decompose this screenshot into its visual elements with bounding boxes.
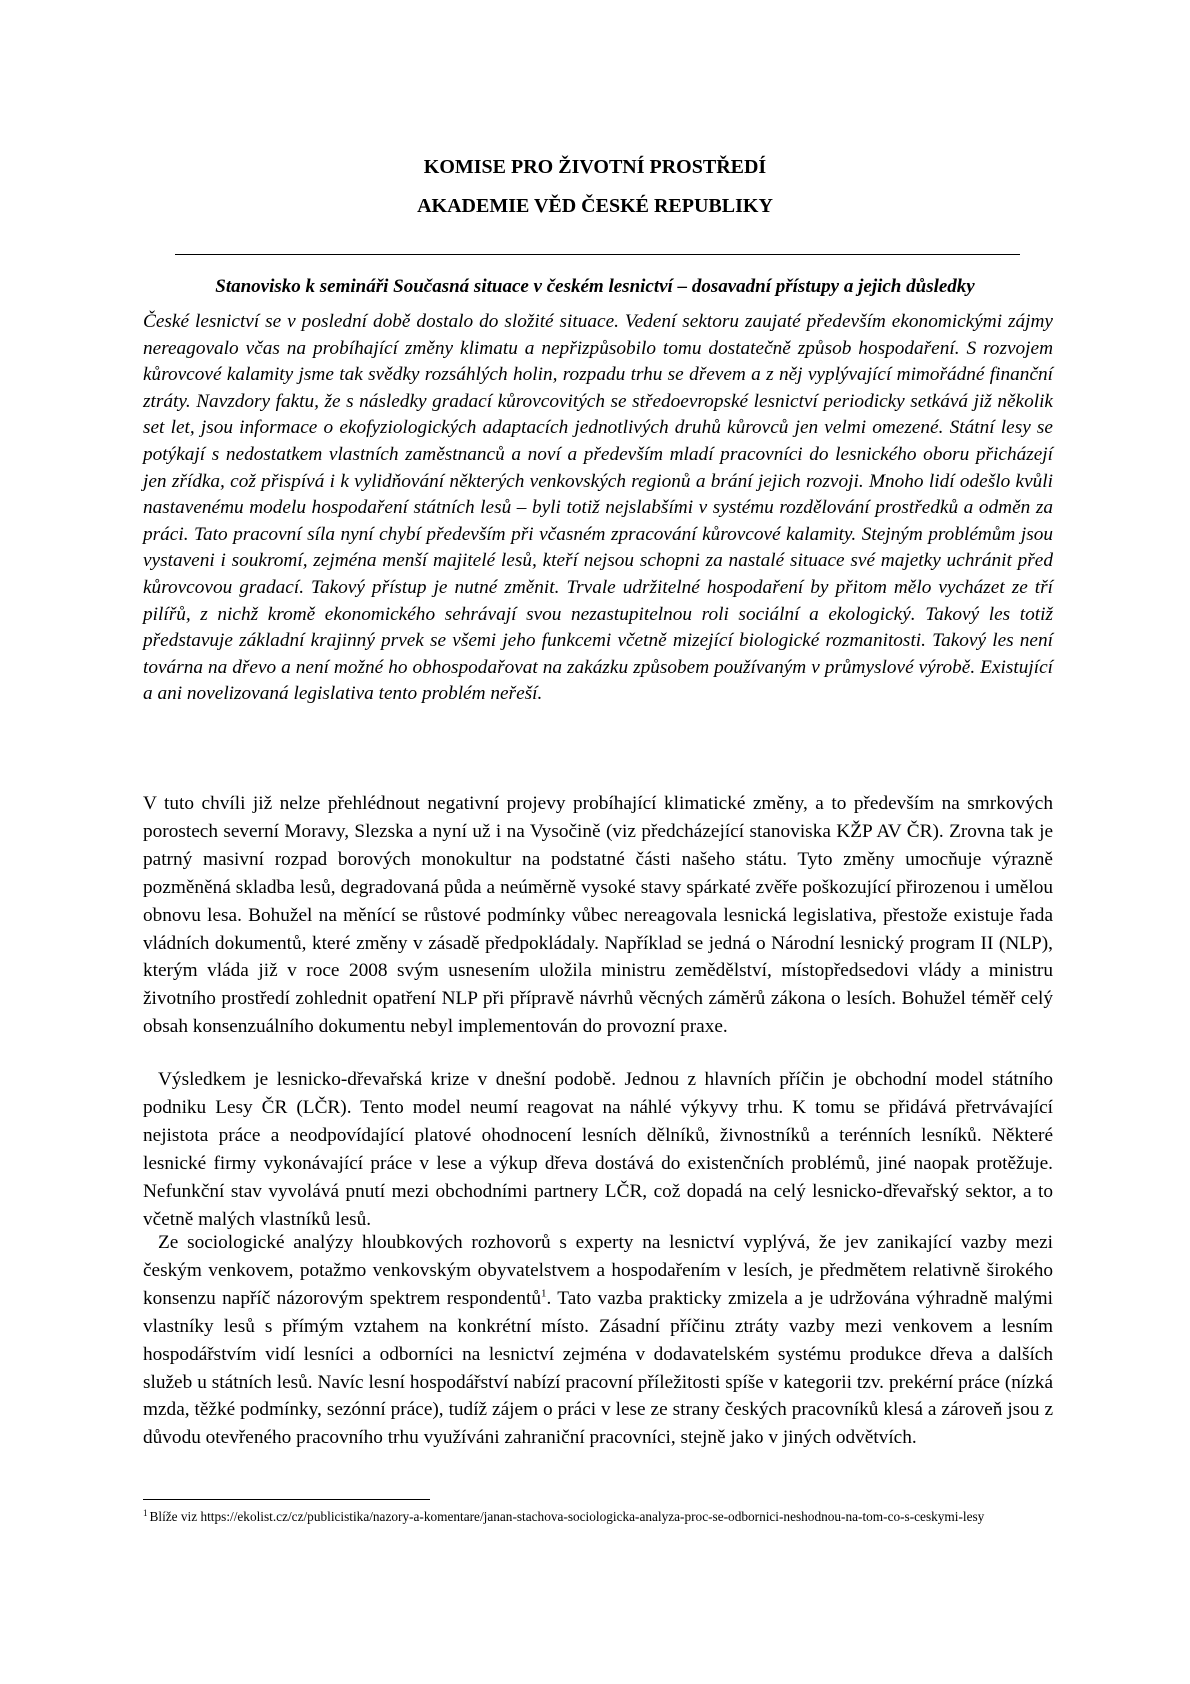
paragraph-text: Ze sociologické analýzy hloubkových rozhovorů s experty na lesnictví vyplývá, že jev zanikající vazby mezi českým venkovem, potažmo venkovským obyvatelstvem a hospodařením v lesích, je předmětem relativně širokého konsenzu napříč názorovým spektrem respondentů (143, 1232, 1053, 1309)
footnote-text[interactable]: Blíže viz https://ekolist.cz/cz/publicistika/nazory-a-komentare/janan-stachova-sociologicka-analyza-proc-se-odbornici-neshodnou-na-tom-co-s-ceskymi-lesy (149, 1509, 985, 1524)
body-paragraph-1: V tuto chvíli již nelze přehlédnout negativní projevy probíhající klimatické změny, a to především na smrkových porostech severní Moravy, Slezska a nyní už i na Vysočině (viz předcházející stanoviska KŽP AV ČR). Zrovna tak je patrný masivní rozpad borových monokultur na podstatné části našeho státu. Tyto změny umocňuje výrazně pozměněná skladba lesů, degradovaná půda a neúměrně vysoké stavy spárkaté zvěře poškozující přirozenou i umělou obnovu lesa. Bohužel na měnící se růstové podmínky vůbec nereagovala lesnická legislativa, přestože existuje řada vládních dokumentů, které změny v zásadě předpokládaly. Například se jedná o Národní lesnický program II (NLP), kterým vláda již v roce 2008 svým usnesením uložila ministru zemědělství, místopředsedovi vlády a ministru životního prostředí zohlednit opatření NLP při přípravě návrhů věcných záměrů zákona o lesích. Bohužel téměř celý obsah konsenzuálního dokumentu nebyl implementován do provozní praxe. (143, 793, 1053, 1038)
body-paragraph-2: Výsledkem je lesnicko-dřevařská krize v dnešní podobě. Jednou z hlavních příčin je obchodní model státního podniku Lesy ČR (LČR). Tento model neumí reagovat na náhlé výkyvy trhu. K tomu se přidává přetrvávající nejistota práce a neodpovídající platové ohodnocení lesních dělníků, živnostníků a terénních lesníků. Některé lesnické firmy vykonávající práce v lese a výkup dřeva dostává do existenčních problémů, jiné naopak protěžuje. Nefunkční stav vyvolává pnutí mezi obchodními partnery LČR, což dopadá na celý lesnicko-dřevařský sektor, a to včetně malých vlastníků lesů. (143, 1069, 1053, 1230)
body-paragraph-3 (143, 1229, 1053, 1452)
footnote (143, 1508, 1053, 1527)
academy-title: AKADEMIE VĚD ČESKÉ REPUBLIKY (417, 195, 773, 217)
footnote-reference[interactable]: 1 (540, 1287, 547, 1300)
header-divider (175, 254, 1020, 255)
footnote-divider (143, 1499, 430, 1500)
organization-title: KOMISE PRO ŽIVOTNÍ PROSTŘEDÍ (423, 156, 767, 178)
footnote-mark: 1 (143, 1507, 148, 1518)
paragraph-text: . Tato vazba prakticky zmizela a je udržována výhradně malými vlastníky lesů s přímým vztahem na konkrétní místo. Zásadní příčinu ztráty vazby mezi venkovem a lesním hospodářstvím vidí lesníci a odborníci na lesnictví zejména v dodavatelském systému produkce dřeva a dalších služeb u státních lesů. Navíc lesní hospodářství nabízí pracovní příležitosti spíše v kategorii tzv. prekérní práce (nízká mzda, těžké podmínky, sezónní práce), tudíž zájem o práci v lese ze strany českých pracovníků klesá a zároveň jsou z důvodu otevřeného pracovního trhu využíváni zahraniční pracovníci, stejně jako v jiných odvětvích. (143, 1287, 1053, 1449)
intro-paragraph: České lesnictví se v poslední době dostalo do složité situace. Vedení sektoru zaujaté především ekonomickými zájmy nereagovalo včas na probíhající změny klimatu a nepřizpůsobilo tomu dostatečně způsob hospodaření. S rozvojem kůrovcové kalamity jsme tak svědky rozsáhlých holin, rozpadu trhu se dřevem a z něj vyplývající mimořádné finanční ztráty. Navzdory faktu, že s následky gradací kůrovcovitých se středoevropské lesnictví periodicky setkává již několik set let, jsou informace o ekofyziologických adaptacích jednotlivých druhů kůrovců jen velmi omezené. Státní lesy se potýkají s nedostatkem vlastních zaměstnanců a noví a především mladí pracovníci do lesnického oboru přicházejí jen zřídka, což přispívá i k vylidňování některých venkovských regionů a brání jejich rozvoji. Mnoho lidí odešlo kvůli nastavenému modelu hospodaření státních lesů – byli totiž nejslabšími v systému rozdělování prostředků a odměn za práci. Tato pracovní síla nyní chybí především při včasném zpracování kůrovcové kalamity. Stejným problémům jsou vystaveni i soukromí, zejména menší majitelé lesů, kteří nejsou schopni za nastalé situace své majetky uchránit před kůrovcovou gradací. Takový přístup je nutné změnit. Trvale udržitelné hospodaření by přitom mělo vycházet ze tří pilířů, z nichž kromě ekonomického sehrávají svou nezastupitelnou roli sociální a ekologický. Takový les totiž představuje základní krajinný prvek se všemi jeho funkcemi včetně mizející biologické rozmanitosti. Takový les není továrna na dřevo a není možné ho obhospodařovat na zakázku způsobem používaným v průmyslové výrobě. Existující a ani novelizovaná legislativa tento problém neřeší. (143, 311, 1053, 705)
statement-title: Stanovisko k semináři Současná situace v českém lesnictví – dosavadní přístupy a jejich důsledky (215, 276, 975, 297)
